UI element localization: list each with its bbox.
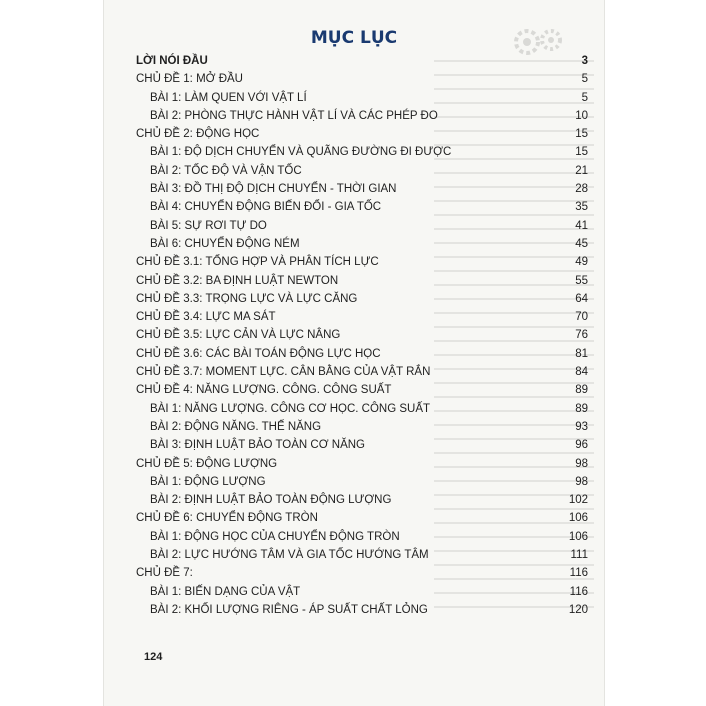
toc-entry-page: 15 (575, 128, 588, 141)
toc-lesson-entry (136, 198, 588, 216)
toc-entry-page: 111 (570, 549, 588, 562)
toc-entry-page: 96 (575, 439, 588, 452)
toc-entry-page: 106 (568, 512, 588, 525)
toc-lesson-entry (136, 400, 588, 418)
toc-chapter-entry (136, 272, 588, 290)
toc-lesson-entry (136, 546, 588, 564)
toc-entry-title: CHỦ ĐỀ 3.6: CÁC BÀI TOÁN ĐỘNG LỰC HỌC (136, 347, 381, 360)
toc-entry-page: 41 (575, 219, 588, 232)
toc-lesson-entry (136, 107, 588, 125)
toc-chapter-entry (136, 326, 588, 344)
toc-entry-page: 81 (575, 347, 588, 360)
toc-entry-page: 3 (581, 55, 588, 67)
toc-entry-title: BÀI 2: LỰC HƯỚNG TÂM VÀ GIA TỐC HƯỚNG TÂM (150, 549, 429, 562)
toc-lesson-entry (136, 89, 588, 107)
toc-entry-page: 116 (569, 567, 588, 580)
toc-chapter-entry (136, 564, 588, 582)
page-title: MỤC LỤC (310, 28, 398, 48)
toc-chapter-entry (136, 455, 588, 473)
toc-entry-page: 116 (569, 585, 588, 598)
toc-entry-title: BÀI 5: SỰ RƠI TỰ DO (150, 219, 267, 232)
toc-entry-title: BÀI 1: LÀM QUEN VỚI VẬT LÍ (150, 91, 307, 104)
toc-chapter-entry (136, 363, 588, 381)
toc-lesson-entry (136, 583, 588, 601)
toc-entry-title: BÀI 2: KHỐI LƯỢNG RIÊNG - ÁP SUẤT CHẤT LỎNG (150, 603, 428, 616)
toc-entry-page: 98 (575, 457, 588, 470)
toc-entry-title: BÀI 2: ĐỘNG NĂNG. THẾ NĂNG (150, 420, 322, 433)
toc-entry-page: 49 (575, 256, 588, 269)
page-number: 124 (144, 651, 163, 663)
toc-entry-page: 64 (575, 292, 588, 305)
toc-entry-page: 102 (568, 494, 588, 507)
toc-entry-page: 10 (575, 109, 588, 122)
toc-entry-page: 76 (575, 329, 588, 342)
toc-lesson-entry (136, 162, 588, 180)
toc-entry-page: 15 (575, 146, 588, 159)
toc-chapter-entry (136, 253, 588, 271)
toc-chapter-entry (136, 125, 588, 143)
toc-entry-title: CHỦ ĐỀ 3.7: MOMENT LỰC. CÂN BẰNG CỦA VẬT RẮN (136, 366, 431, 379)
book-page (103, 0, 605, 706)
toc-lesson-entry (136, 491, 588, 509)
toc-lesson-entry (136, 436, 588, 454)
toc-entry-title: CHỦ ĐỀ 7: (136, 567, 193, 580)
toc-entry-title: BÀI 3: ĐỒ THỊ ĐỘ DỊCH CHUYỂN - THỜI GIAN (150, 183, 397, 196)
table-of-contents (136, 52, 588, 619)
toc-entry-page: 35 (575, 201, 588, 214)
toc-entry-title: LỜI NÓI ĐẦU (136, 55, 208, 67)
toc-entry-title: CHỦ ĐỀ 1: MỞ ĐẦU (136, 73, 243, 86)
toc-entry-page: 55 (575, 274, 588, 287)
toc-entry-title: CHỦ ĐỀ 3.5: LỰC CẢN VÀ LỰC NÂNG (136, 329, 341, 342)
toc-entry-page: 89 (575, 384, 588, 397)
toc-entry-page: 70 (575, 311, 588, 324)
toc-entry-title: BÀI 1: ĐỘNG LƯỢNG (150, 475, 266, 488)
toc-lesson-entry (136, 143, 588, 161)
toc-entry-title: BÀI 1: ĐỘ DỊCH CHUYỂN VÀ QUÃNG ĐƯỜNG ĐI ĐƯỢC (150, 146, 452, 159)
toc-entry-page: 120 (568, 603, 588, 616)
toc-entry-title: BÀI 2: TỐC ĐỘ VÀ VẬN TỐC (150, 164, 302, 177)
toc-entry-page: 84 (575, 366, 588, 379)
toc-entry-title: BÀI 1: ĐỘNG HỌC CỦA CHUYỂN ĐỘNG TRÒN (150, 530, 400, 543)
toc-entry-title: BÀI 3: ĐỊNH LUẬT BẢO TOÀN CƠ NĂNG (150, 439, 365, 452)
toc-lesson-entry (136, 180, 588, 198)
toc-entry-title: BÀI 2: ĐỊNH LUẬT BẢO TOÀN ĐỘNG LƯỢNG (150, 494, 392, 507)
toc-entry-title: CHỦ ĐỀ 3.1: TỔNG HỢP VÀ PHÂN TÍCH LỰC (136, 256, 379, 269)
toc-lesson-entry (136, 528, 588, 546)
toc-lesson-entry (136, 418, 588, 436)
toc-entry-page: 106 (568, 530, 588, 543)
toc-entry-page: 98 (575, 475, 588, 488)
toc-entry-title: BÀI 6: CHUYỂN ĐỘNG NÉM (150, 237, 300, 250)
toc-entry-title: CHỦ ĐỀ 2: ĐỘNG HỌC (136, 128, 260, 141)
toc-entry-title: BÀI 4: CHUYỂN ĐỘNG BIẾN ĐỔI - GIA TỐC (150, 201, 382, 214)
toc-entry-page: 21 (575, 164, 588, 177)
toc-chapter-entry (136, 290, 588, 308)
toc-chapter-entry (136, 381, 588, 399)
toc-lesson-entry (136, 601, 588, 619)
toc-chapter-entry (136, 308, 588, 326)
toc-chapter-entry (136, 52, 588, 70)
toc-entry-page: 93 (575, 420, 588, 433)
toc-lesson-entry (136, 235, 588, 253)
toc-entry-page: 45 (575, 237, 588, 250)
toc-entry-title: CHỦ ĐỀ 3.2: BA ĐỊNH LUẬT NEWTON (136, 274, 339, 287)
toc-entry-title: CHỦ ĐỀ 3.4: LỰC MA SÁT (136, 311, 276, 324)
toc-entry-page: 5 (581, 91, 588, 104)
toc-chapter-entry (136, 70, 588, 88)
toc-entry-page: 5 (581, 73, 588, 86)
toc-lesson-entry (136, 473, 588, 491)
toc-entry-title: BÀI 1: BIẾN DẠNG CỦA VẬT (150, 585, 301, 598)
toc-lesson-entry (136, 217, 588, 235)
toc-entry-title: BÀI 2: PHÒNG THỰC HÀNH VẬT LÍ VÀ CÁC PHÉP ĐO (150, 109, 438, 122)
toc-entry-page: 28 (575, 183, 588, 196)
toc-entry-title: BÀI 1: NĂNG LƯỢNG. CÔNG CƠ HỌC. CÔNG SUẤT (150, 402, 431, 415)
toc-chapter-entry (136, 509, 588, 527)
toc-entry-page: 89 (575, 402, 588, 415)
toc-entry-title: CHỦ ĐỀ 5: ĐỘNG LƯỢNG (136, 457, 278, 470)
toc-chapter-entry (136, 345, 588, 363)
toc-entry-title: CHỦ ĐỀ 3.3: TRỌNG LỰC VÀ LỰC CĂNG (136, 292, 358, 305)
toc-entry-title: CHỦ ĐỀ 4: NĂNG LƯỢNG. CÔNG. CÔNG SUẤT (136, 384, 392, 397)
toc-entry-title: CHỦ ĐỀ 6: CHUYỂN ĐỘNG TRÒN (136, 512, 318, 525)
